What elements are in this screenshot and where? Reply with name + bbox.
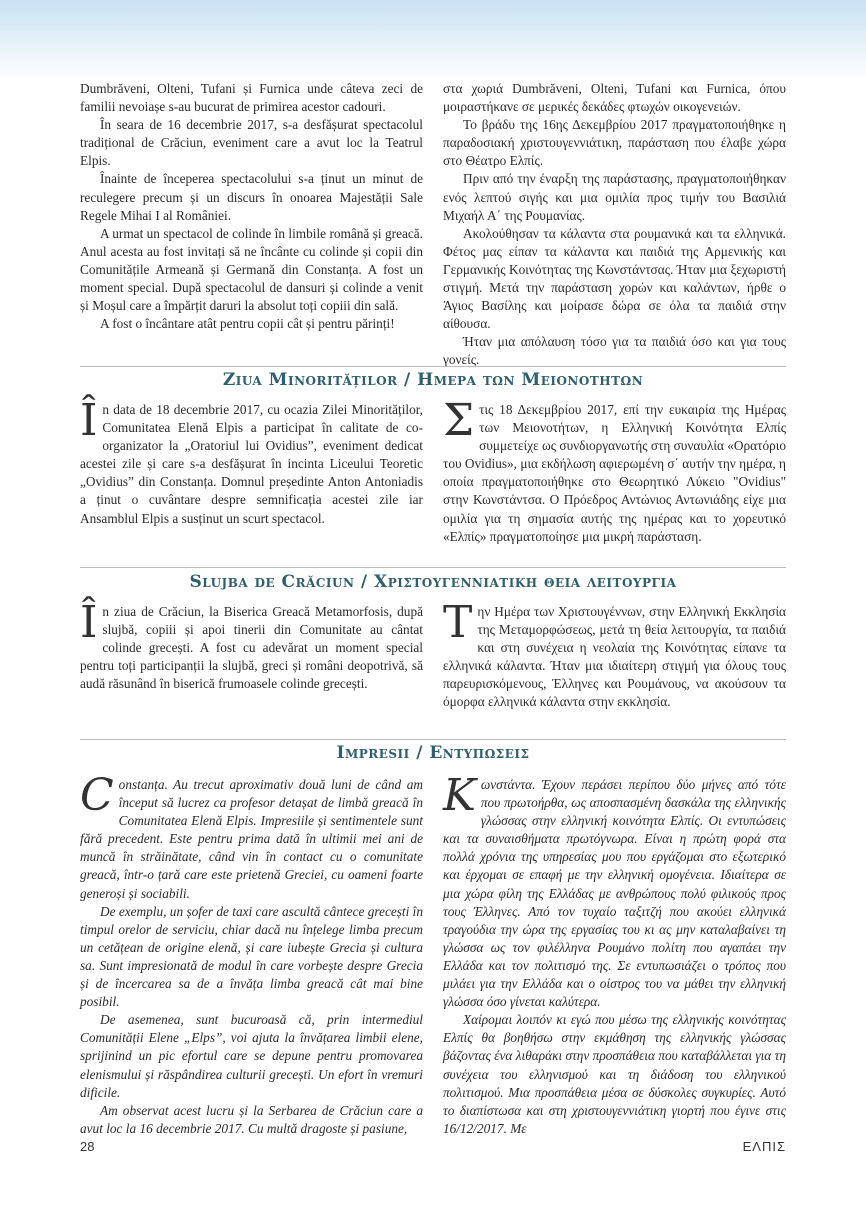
header-gradient-band xyxy=(0,0,866,80)
section3-left-column xyxy=(80,770,423,1138)
drop-cap: C xyxy=(80,770,114,821)
paragraph: Ήταν μια απόλαυση τόσο για τα παιδιά όσο και για τους γονείς. xyxy=(443,334,786,368)
drop-cap: Κ xyxy=(443,770,476,821)
paragraph: Înainte de începerea spectacolului s-a ținut un minut de reculegere precum și un discurs în onoarea Majestății Sale Regele Mihai I al României. xyxy=(80,171,423,223)
paragraph xyxy=(443,597,786,712)
paragraph xyxy=(443,395,786,546)
drop-cap: Î xyxy=(80,395,98,446)
section-title-minorities: Ziua Minorităților / Ημερα των Μειονοτητων xyxy=(222,370,644,390)
paragraph: Am observat acest lucru și la Serbarea de Crăciun care a avut loc la 16 decembrie 2017. Cu multă dragoste și pasiune, xyxy=(80,1102,423,1136)
section1-right-column xyxy=(443,395,786,546)
top-right-column xyxy=(443,80,786,370)
section3-right-column xyxy=(443,770,786,1138)
paragraph xyxy=(80,770,423,903)
section1-left-column xyxy=(80,395,423,528)
paragraph: A urmat un spectacol de colinde în limbile română și greacă. Anul acesta au fost invitați să ne încânte cu colinde și copii din Comunitățile Armeană și Germană din Constanța. A fost un moment special. După spectacolul de dansuri și colinde a venit și Moșul care a împărțit daruri la absolut toți copiii din sală. xyxy=(80,225,423,314)
section-title-impressions: Impresii / Εντυπωσεις xyxy=(336,743,530,763)
paragraph: Το βράδυ της 16ης Δεκεμβρίου 2017 πραγματοποιήθηκε η παραδοσιακή χριστουγεννιάτικη, παράσταση που έλαβε χώρα στο Θέατρο Ελπίς. xyxy=(443,117,786,169)
section2-right-column xyxy=(443,597,786,712)
page-number: 28 xyxy=(80,1139,95,1154)
paragraph xyxy=(80,395,423,528)
paragraph-text: onstanța. Au trecut aproximativ două luni de când am început să lucrez ca profesor detașat de limbă greacă în Comunitatea Elenă Elpis. Impresiile și sentimentele sunt fără precedent. Este pentru prima dată în ultimii mei ani de muncă în străinătate, când vin în contact cu o comunitate greacă, într-o țară care este prietenă Greciei, cu oameni foarte generoși și sociabili. xyxy=(80,777,423,901)
paragraph-text: n ziua de Crăciun, la Biserica Greacă Metamorfosis, după slujbă, copiii și apoi tinerii din Comunitate au cântat colinde grecești. A fost cu adevărat un moment special pentru toți participanții la slujbă, greci și români deopotrivă, să audă răsunând în biserică frumoasele colinde grecești. xyxy=(80,604,423,692)
paragraph xyxy=(443,770,786,1011)
section2-left-column xyxy=(80,597,423,693)
paragraph: A fost o încântare atât pentru copii cât și pentru părinți! xyxy=(100,316,395,332)
paragraph: Ακολούθησαν τα κάλαντα στα ρουμανικά και τα ελληνικά. Φέτος μας είπαν τα κάλαντα και παιδιά της Αρμενικής και Γερμανικής Κοινότητας της Κωνστάντσας. Ήταν μια ξεχωριστή στιγμή. Μετά την παράσταση χορών και καλάντων, ήρθε ο Άγιος Βασίλης και μοίρασε δώρα σε όλα τα παιδιά στην αίθουσα. xyxy=(443,225,786,332)
drop-cap: Σ xyxy=(443,395,475,446)
paragraph xyxy=(80,597,423,693)
paragraph-text: n data de 18 decembrie 2017, cu ocazia Zilei Minorităților, Comunitatea Elenă Elpis a participat în calitate de co-organizator la „Oratoriul lui Ovidius”, eveniment dedicat acestei zile și care s-a desfășurat în incinta Liceului Teoretic „Ovidius” din Constanța. Domnul președinte Anton Antoniadis a ținut o cuvântare despre semnificația acestei zile iar Ansamblul Elpis a susținut un scurt spectacol. xyxy=(80,402,423,526)
magazine-name: ΕΛΠΙΣ xyxy=(742,1139,786,1154)
paragraph: Dumbrăveni, Olteni, Tufani și Furnica unde câteva zeci de familii nevoiașe s-au bucurat de primirea acestor cadouri. xyxy=(80,81,423,115)
top-left-column xyxy=(80,80,423,333)
section-title-christmas-service: Slujba de Crăciun / Χριστουγεννιατικη θεια λειτουργια xyxy=(189,572,677,592)
paragraph: Πριν από την έναρξη της παράστασης, πραγματοποιήθηκαν ενός λεπτού σιγής και μια ομιλία προς τιμήν του Βασιλιά Μιχαήλ Α΄ της Ρουμανίας. xyxy=(443,171,786,223)
paragraph: De exemplu, un șofer de taxi care ascultă cântece grecești în timpul orelor de serviciu, chiar dacă nu înțelege limba precum un cetățean de origine elenă, și care iubește Grecia și cultura sa. Sunt impresionată de modul în care vorbește despre Grecia și de încercarea sa de a învăța limba greacă cât mai bine posibil. xyxy=(80,903,423,1010)
drop-cap: Î xyxy=(80,597,98,648)
drop-cap: Τ xyxy=(443,597,473,648)
paragraph: În seara de 16 decembrie 2017, s-a desfășurat spectacolul tradițional de Crăciun, eveniment care a avut loc la Teatrul Elpis. xyxy=(80,117,423,169)
paragraph-text: ην Ημέρα των Χριστουγέννων, στην Ελληνική Εκκλησία της Μεταμορφώσεως, μετά τη θεία λειτουργία, τα παιδιά και στη συνέχεια η νεολαία της Κοινότητας είπανε τα ελληνικά κάλαντα. Ήταν μια ιδιαίτερη στιγμή για όλους τους παρευρισκόμενους, Έλληνες και Ρουμάνους, να ακούσουν τα όμορφα ελληνικά κάλαντα στην εκκλησία. xyxy=(443,604,786,710)
paragraph: Χαίρομαι λοιπόν κι εγώ που μέσω της ελληνικής κοινότητας Ελπίς θα βοηθήσω στην εκμάθηση της ελληνικής γλώσσας βάζοντας ένα λιθαράκι στην προσπάθεια που καταβάλλεται για τη συνέχεια του ελληνισμού και τη διάδοση του ελληνικού πολιτισμού. Μια προσπάθεια μέσα σε δύσκολες συγκυρίες. Αυτό το διαπίστωσα και στη χριστουγεννιάτικη γιορτή που έγινε στις 16/12/2017. Με xyxy=(443,1012,786,1136)
section-divider xyxy=(80,739,786,740)
paragraph-text: ωνστάντα. Έχουν περάσει περίπου δύο μήνες από τότε που πρωτοήρθα, ως αποσπασμένη δασκάλα της ελληνικής γλώσσας στην ελληνική κοινότητα Ελπίς. Οι εντυπώσεις και τα συναισθήματα πρωτόγνωρα. Είναι η πρώτη φορά στα πολλά χρόνια της υπηρεσίας μου που εργάζομαι στο εξωτερικό και έρχομαι σε επαφή με την ελληνική ομογένεια. Ιδιαίτερα σε μια χώρα φίλη της Ελλάδας με ανθρώπους πολύ φιλικούς προς τους Έλληνες. Από τον τυχαίο ταξιτζή που ακούει ελληνικά τραγούδια την ώρα της εργασίας του κι ας μην καταλαβαίνει τη γλώσσα ως τον φιλέλληνα Ρουμάνο πολίτη που αγαπάει την Ελλάδα και τον πολιτισμό της. Σε εντυπωσιάζει ο τρόπος που μιλάει για την Ελλάδα και ο οίστρος του να μάθει την ελληνική γλώσσα όσο γίνεται καλύτερα. xyxy=(443,777,786,1010)
section-divider xyxy=(80,366,786,367)
paragraph: De asemenea, sunt bucuroasă că, prin intermediul Comunității Elene „Elps”, voi ajuta la învățarea limbii elene, sprijinind un pic efortul care se depune pentru promovarea elenismului și răspândirea culturii grecești. Un efort în vremuri dificile. xyxy=(80,1012,423,1100)
section-divider xyxy=(80,567,786,568)
paragraph-text: τις 18 Δεκεμβρίου 2017, επί την ευκαιρία της Ημέρας των Μειονοτήτων, η Ελληνική Κοινότητα Ελπίς συμμετείχε ως συνδιοργανωτής στη συναυλία «Ορατόριο του Ovidius», μια εκδήλωση αφιερωμένη σ΄ αυτήν την ημέρα, η οποία πραγματοποιήθηκε στο Θεωρητικό Λύκειο "Ovidius" στην Κωνστάντσα. Ο Πρόεδρος Αντώνιος Αντωνιάδης είχε μια ομιλία για τη σημασία αυτής της ημέρας και το χορευτικό «Ελπίς» πραγματοποίησε μια μικρή παράσταση. xyxy=(443,402,786,544)
paragraph: στα χωριά Dumbrăveni, Olteni, Tufani και Furnica, όπου μοιραστήκανε σε μερικές δεκάδες φτωχών οικογενειών. xyxy=(443,81,786,115)
